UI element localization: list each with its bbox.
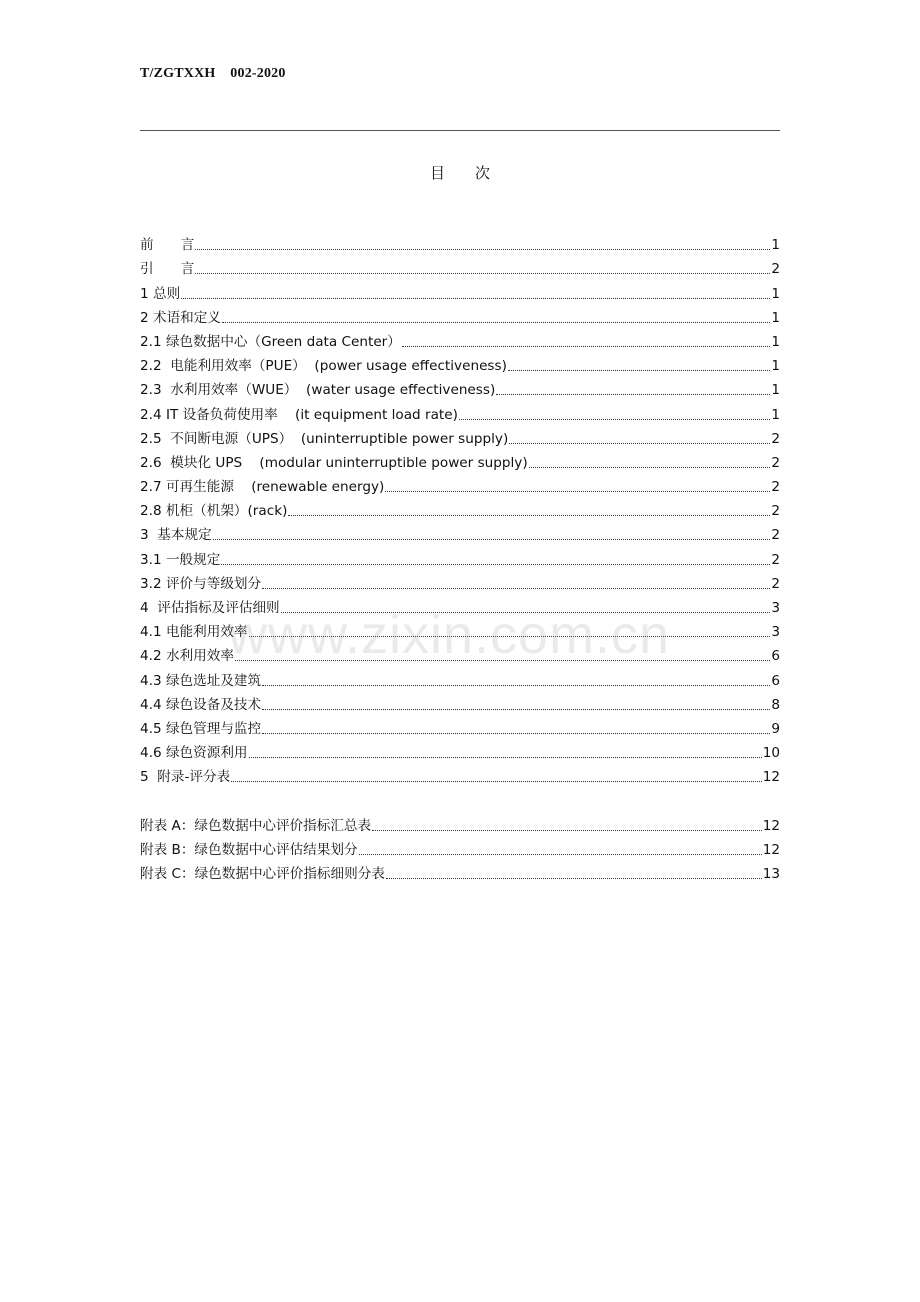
dot-leader — [262, 685, 770, 686]
toc-entry-label: 2.4 IT 设备负荷使用率 (it equipment load rate) — [140, 406, 458, 423]
toc-entry[interactable] — [140, 810, 780, 834]
toc-appendix-list — [140, 810, 780, 883]
toc-entry-label: 4 评估指标及评估细则 — [140, 600, 280, 616]
dot-leader — [288, 515, 770, 516]
toc-entry[interactable] — [140, 665, 780, 689]
header-divider — [140, 130, 780, 131]
toc-entry[interactable] — [140, 472, 780, 496]
toc-spacer — [140, 786, 780, 810]
toc-entry[interactable] — [140, 278, 780, 302]
toc-entry-label: 2.2 电能利用效率（PUE） (power usage effectiveness) — [140, 358, 507, 375]
toc-main-list — [140, 230, 780, 786]
toc-title: 目 次 — [429, 164, 490, 182]
dot-leader — [181, 298, 770, 299]
dot-leader — [262, 709, 770, 710]
toc-entry[interactable] — [140, 303, 780, 327]
dot-leader — [529, 467, 771, 468]
dot-leader — [386, 878, 762, 879]
toc-entry[interactable] — [140, 641, 780, 665]
toc-entry[interactable] — [140, 424, 780, 448]
toc-entry-label: 引 言 — [140, 261, 195, 278]
toc-entry-page: 2 — [771, 261, 780, 278]
toc-entry[interactable] — [140, 762, 780, 786]
dot-leader — [508, 370, 770, 371]
toc-entry-page: 6 — [771, 672, 780, 689]
toc-entry-page: 1 — [771, 309, 780, 326]
toc-entry-page: 13 — [762, 865, 780, 882]
toc-entry-page: 1 — [771, 237, 780, 254]
toc-entry-page: 2 — [771, 430, 780, 447]
dot-leader — [262, 588, 770, 589]
toc-entry-label: 附表 B：绿色数据中心评估结果划分 — [140, 841, 358, 858]
toc-entry-label: 3.2 评价与等级划分 — [140, 575, 262, 592]
toc-entry-page: 12 — [762, 841, 780, 858]
toc-entry-page: 2 — [771, 551, 780, 568]
toc-entry[interactable] — [140, 520, 780, 544]
dot-leader — [249, 636, 771, 637]
toc-entry-label: 3 基本规定 — [140, 527, 212, 544]
toc-entry[interactable] — [140, 399, 780, 423]
toc-entry-label: 3.1 一般规定 — [140, 551, 221, 568]
toc-entry-page: 9 — [771, 720, 780, 737]
toc-entry-label: 2.3 水利用效率（WUE） (water usage effectiveness) — [140, 382, 496, 399]
toc-entry[interactable] — [140, 254, 780, 278]
dot-leader — [221, 564, 770, 565]
toc-entry-page: 1 — [771, 285, 780, 302]
watermark: www.zixin.com.cn — [228, 605, 671, 665]
dot-leader — [385, 491, 770, 492]
toc-entry-label: 4.6 绿色资源利用 — [140, 745, 248, 762]
dot-leader — [231, 781, 762, 782]
dot-leader — [496, 394, 770, 395]
toc-entry[interactable] — [140, 738, 780, 762]
toc-entry[interactable] — [140, 690, 780, 714]
dot-leader — [459, 419, 770, 420]
toc-entry-page: 3 — [771, 600, 780, 616]
toc-entry-page: 1 — [771, 406, 780, 423]
toc-entry[interactable] — [140, 714, 780, 738]
toc-entry[interactable] — [140, 327, 780, 351]
toc-entry-label: 2.5 不间断电源（UPS） (uninterruptible power supply) — [140, 430, 509, 447]
toc-entry[interactable] — [140, 448, 780, 472]
toc-entry-page: 2 — [771, 479, 780, 496]
toc-entry[interactable] — [140, 593, 780, 617]
toc-entry[interactable] — [140, 351, 780, 375]
toc-entry-label: 2.7 可再生能源 (renewable energy) — [140, 479, 385, 496]
toc-entry-page: 12 — [762, 769, 780, 786]
toc-entry-label: 4.3 绿色选址及建筑 — [140, 672, 262, 689]
toc-entry[interactable] — [140, 569, 780, 593]
dot-leader — [509, 443, 770, 444]
toc-entry-label: 附表 A：绿色数据中心评价指标汇总表 — [140, 817, 372, 834]
toc-entry-label: 4.5 绿色管理与监控 — [140, 720, 262, 737]
toc-entry-page: 3 — [771, 624, 780, 641]
toc-entry-label: 2.6 模块化 UPS (modular uninterruptible power supply) — [140, 454, 528, 471]
dot-leader — [359, 854, 762, 855]
toc-entry-page: 1 — [771, 333, 780, 350]
toc-entry[interactable] — [140, 375, 780, 399]
dot-leader — [213, 539, 771, 540]
toc-entry-label: 2.1 绿色数据中心（Green data Center） — [140, 333, 401, 350]
dot-leader — [195, 249, 770, 250]
toc-entry-page: 2 — [771, 575, 780, 592]
toc-entry-page: 1 — [771, 382, 780, 399]
toc-entry-page: 12 — [762, 817, 780, 834]
toc-entry-label: 附表 C：绿色数据中心评价指标细则分表 — [140, 865, 385, 882]
toc-entry-page: 2 — [771, 503, 780, 520]
toc-entry-page: 10 — [762, 745, 780, 762]
toc-entry-label: 2.8 机柜（机架）(rack) — [140, 503, 288, 520]
dot-leader — [402, 346, 770, 347]
toc-entry[interactable] — [140, 835, 780, 859]
toc-entry-label: 4.4 绿色设备及技术 — [140, 696, 262, 713]
dot-leader — [249, 757, 762, 758]
dot-leader — [262, 733, 770, 734]
toc-entry-label: 4.1 电能利用效率 — [140, 624, 248, 641]
table-of-contents — [140, 230, 780, 883]
toc-entry-page: 8 — [771, 696, 780, 713]
dot-leader — [195, 273, 770, 274]
toc-entry[interactable] — [140, 230, 780, 254]
toc-entry-page: 2 — [771, 454, 780, 471]
dot-leader — [222, 322, 770, 323]
toc-entry-label: 5 附录-评分表 — [140, 769, 231, 786]
toc-entry-label: 4.2 水利用效率 — [140, 648, 234, 665]
document-code: T/ZGTXXH 002-2020 — [140, 66, 286, 81]
toc-entry[interactable] — [140, 859, 780, 883]
toc-entry-page: 1 — [771, 358, 780, 375]
toc-entry-page: 6 — [771, 648, 780, 665]
dot-leader — [235, 660, 770, 661]
toc-entry-label: 前 言 — [140, 237, 195, 254]
toc-entry-label: 1 总则 — [140, 285, 181, 302]
toc-entry-page: 2 — [771, 527, 780, 544]
dot-leader — [372, 830, 762, 831]
toc-entry[interactable] — [140, 496, 780, 520]
toc-entry[interactable] — [140, 544, 780, 568]
toc-entry-label: 2 术语和定义 — [140, 309, 221, 326]
toc-entry[interactable] — [140, 617, 780, 641]
dot-leader — [281, 612, 771, 613]
